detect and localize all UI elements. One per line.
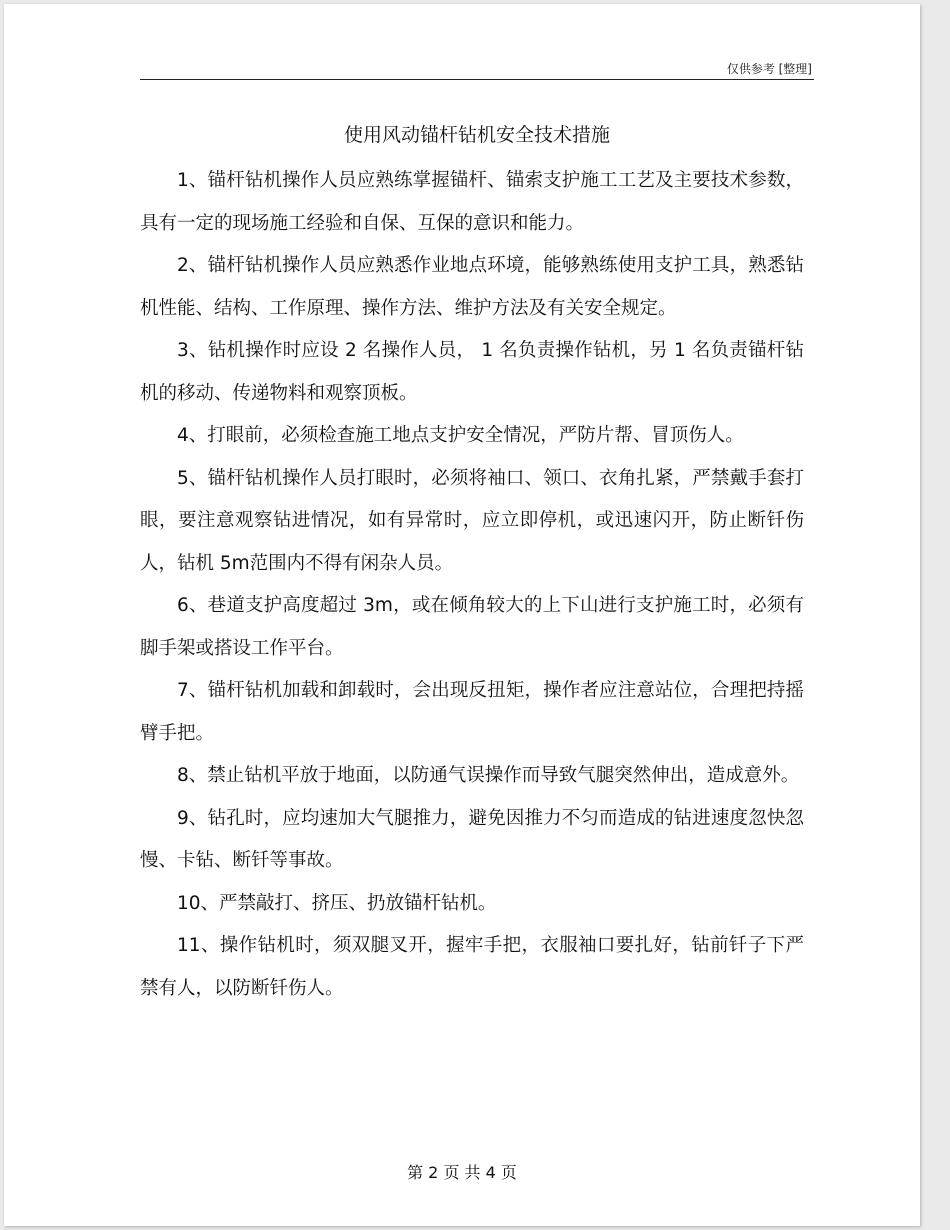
- paragraph-8: 8、禁止钻机平放于地面，以防通气误操作而导致气腿突然伸出，造成意外。: [177, 765, 800, 786]
- document-page: [4, 4, 920, 1226]
- header-divider: [140, 79, 814, 80]
- document-title: 使用风动锚杆钻机安全技术措施: [343, 124, 610, 146]
- paragraph-9: 9、钻孔时，应均速加大气腿推力，避免因推力不匀而造成的钻进速度忽快忽慢、卡钻、断钎等事故。: [140, 807, 804, 871]
- paragraph-3: 3、钻机操作时应设 2 名操作人员， 1 名负责操作钻机，另 1 名负责锚杆钻机的移动、传递物料和观察顶板。: [140, 340, 804, 404]
- paragraph-10: 10、严禁敲打、挤压、扔放锚杆钻机。: [177, 892, 497, 914]
- paragraph-4: 4、打眼前，必须检查施工地点支护安全情况，严防片帮、冒顶伤人。: [177, 425, 744, 446]
- paragraph-6: 6、巷道支护高度超过 3m，或在倾角较大的上下山进行支护施工时，必须有脚手架或搭设工作平台。: [140, 595, 804, 659]
- paragraph-5: 5、锚杆钻机操作人员打眼时，必须将袖口、领口、衣角扎紧，严禁戴手套打眼，要注意观察钻进情况，如有异常时，应立即停机，或迅速闪开，防止断钎伤人，钻机 5m范围内不得有闲杂人员。: [140, 467, 804, 574]
- page-number-footer: 第 2 页 共 4 页: [407, 1163, 517, 1182]
- document-body: [140, 160, 804, 1010]
- paragraph-11: 11、操作钻机时，须双腿叉开，握牢手把，衣服袖口要扎好，钻前钎子下严禁有人，以防断钎伤人。: [140, 935, 804, 999]
- header-note: 仅供参考 [整理]: [726, 62, 812, 76]
- paragraph-2: 2、锚杆钻机操作人员应熟悉作业地点环境，能够熟练使用支护工具，熟悉钻机性能、结构、工作原理、操作方法、维护方法及有关安全规定。: [140, 255, 804, 319]
- paragraph-7: 7、锚杆钻机加载和卸载时，会出现反扭矩，操作者应注意站位，合理把持摇臂手把。: [140, 680, 804, 744]
- paragraph-1: 1、锚杆钻机操作人员应熟练掌握锚杆、锚索支护施工工艺及主要技术参数，具有一定的现场施工经验和自保、互保的意识和能力。: [140, 170, 804, 234]
